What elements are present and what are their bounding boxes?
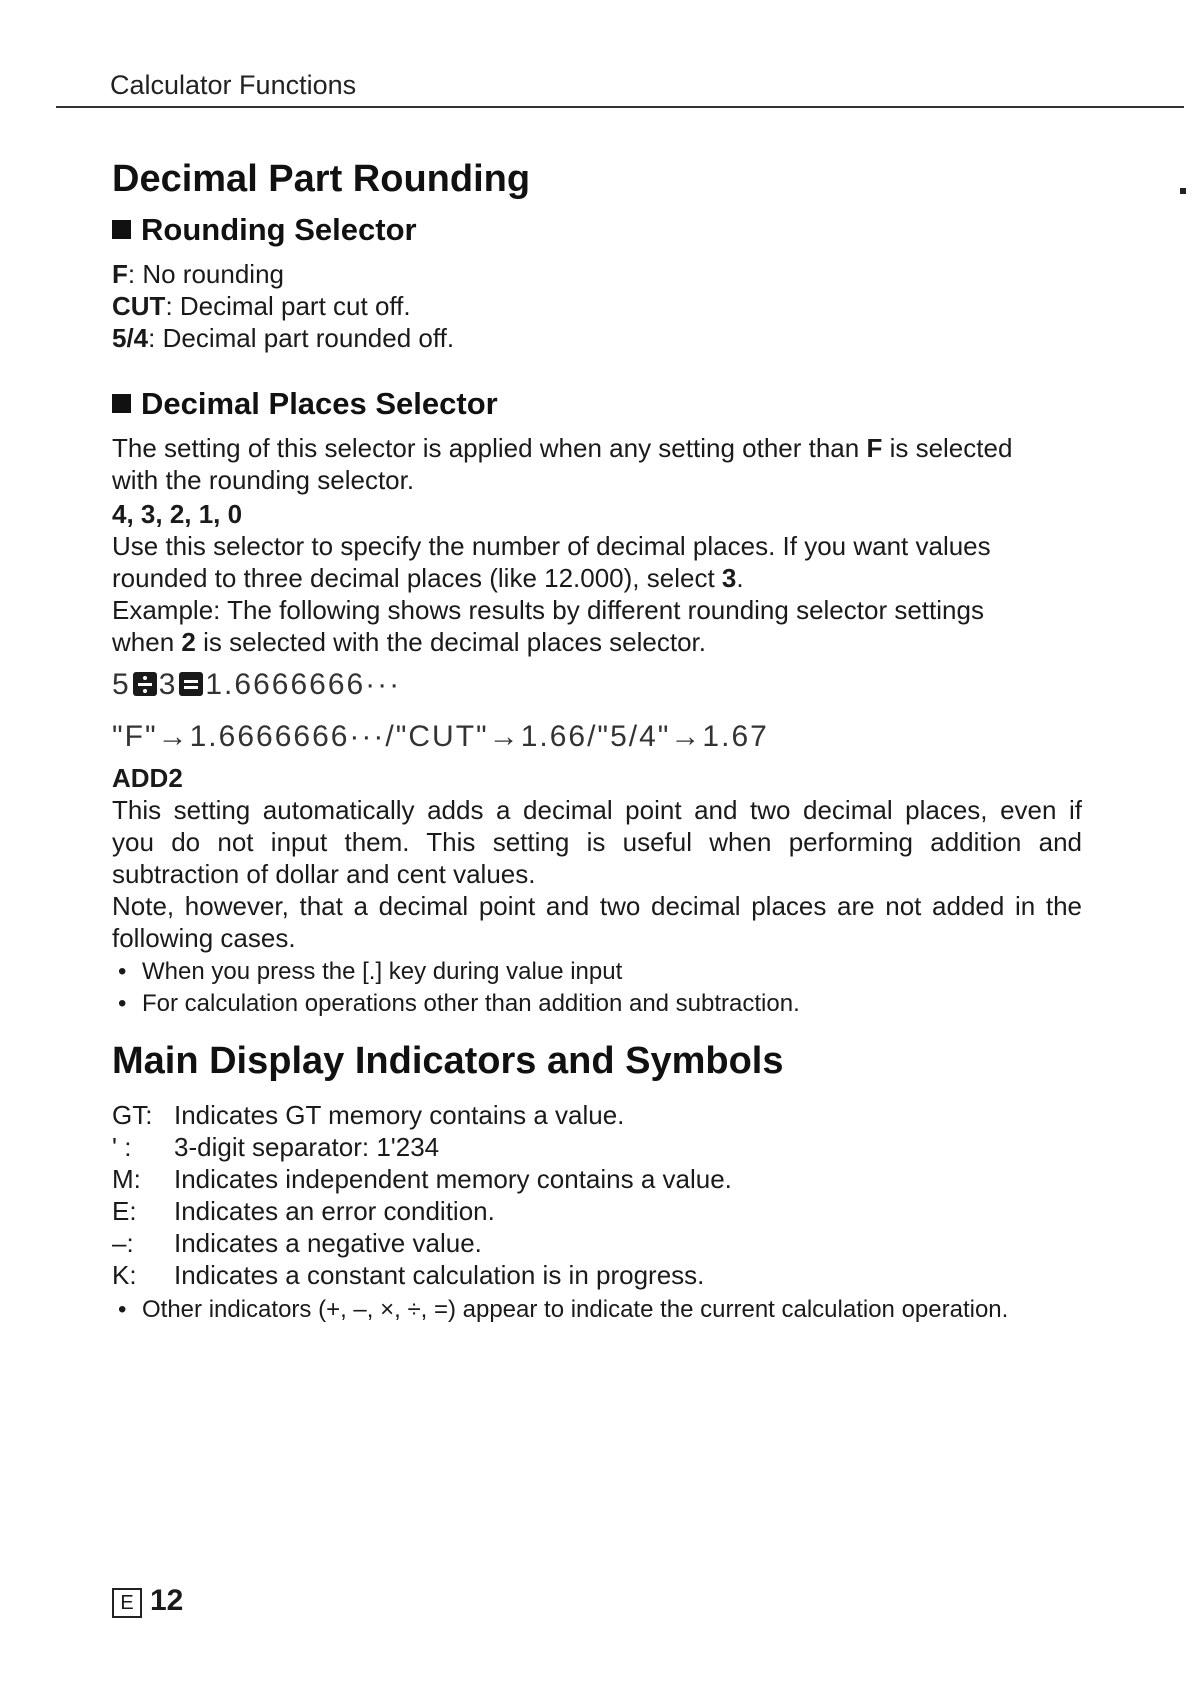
square-bullet-icon: [112, 220, 131, 239]
add2-line2: you do not input them. This setting is useful when performing addition and: [112, 827, 1082, 857]
add2-line4: Note, however, that a decimal point and two decimal places are not added in the: [112, 891, 1082, 921]
subsection-title-decimal-places: Decimal Places Selector: [112, 386, 498, 422]
divide-key-icon: [133, 672, 157, 696]
decimal-intro-line2: with the rounding selector.: [112, 465, 415, 495]
decimal-use-line1: Use this selector to specify the number of decimal places. If you want values: [112, 531, 991, 561]
add2-line1: This setting automatically adds a decimal point and two decimal places, even if: [112, 795, 1082, 825]
square-bullet-icon: [112, 394, 131, 413]
add2-bullet-2: • For calculation operations other than addition and subtraction.: [118, 990, 800, 1017]
decimal-intro-line1: The setting of this selector is applied when any setting other than F is selected: [112, 433, 1013, 463]
section-title-rounding: Decimal Part Rounding: [112, 158, 531, 200]
decimal-example-line2: when 2 is selected with the decimal places selector.: [112, 627, 706, 657]
decimal-use-line2: rounded to three decimal places (like 12.000), select 3.: [112, 563, 744, 593]
running-header: Calculator Functions: [110, 70, 357, 100]
indicators-note: • Other indicators (+, –, ×, ÷, =) appear to indicate the current calculation operation.: [118, 1296, 1009, 1323]
indicator-minus: –: Indicates a negative value.: [112, 1228, 482, 1258]
indicator-separator: ' : 3-digit separator: 1'234: [112, 1132, 440, 1162]
equals-key-icon: [179, 672, 203, 696]
add2-title: ADD2: [112, 763, 183, 793]
language-mark: E: [112, 1588, 142, 1618]
page-number: 12: [150, 1584, 184, 1617]
rounding-item-f: F: No rounding: [112, 259, 284, 289]
rounding-item-54: 5/4: Decimal part rounded off.: [112, 323, 455, 353]
decimal-values-label: 4, 3, 2, 1, 0: [112, 499, 243, 529]
key-sequence-example: 5 3 1.6666666···: [112, 668, 402, 701]
add2-line5: following cases.: [112, 923, 296, 953]
margin-mark: [1180, 188, 1186, 194]
rounding-item-cut: CUT: Decimal part cut off.: [112, 291, 411, 321]
decimal-example-line1: Example: The following shows results by different rounding selector settings: [112, 595, 984, 625]
add2-bullet-1: • When you press the [.] key during value input: [118, 958, 623, 985]
indicator-e: E: Indicates an error condition.: [112, 1196, 495, 1226]
indicator-gt: GT: Indicates GT memory contains a value.: [112, 1100, 625, 1130]
indicator-m: M: Indicates independent memory contains a value.: [112, 1164, 732, 1194]
header-rule: [56, 106, 1184, 108]
add2-line3: subtraction of dollar and cent values.: [112, 859, 536, 889]
section-title-indicators: Main Display Indicators and Symbols: [112, 1040, 784, 1082]
indicator-k: K: Indicates a constant calculation is in progress.: [112, 1260, 705, 1290]
rounding-results-example: "F"→1.6666666···/"CUT"→1.66/"5/4"→1.67: [112, 720, 769, 753]
subsection-title-rounding-selector: Rounding Selector: [112, 212, 417, 248]
